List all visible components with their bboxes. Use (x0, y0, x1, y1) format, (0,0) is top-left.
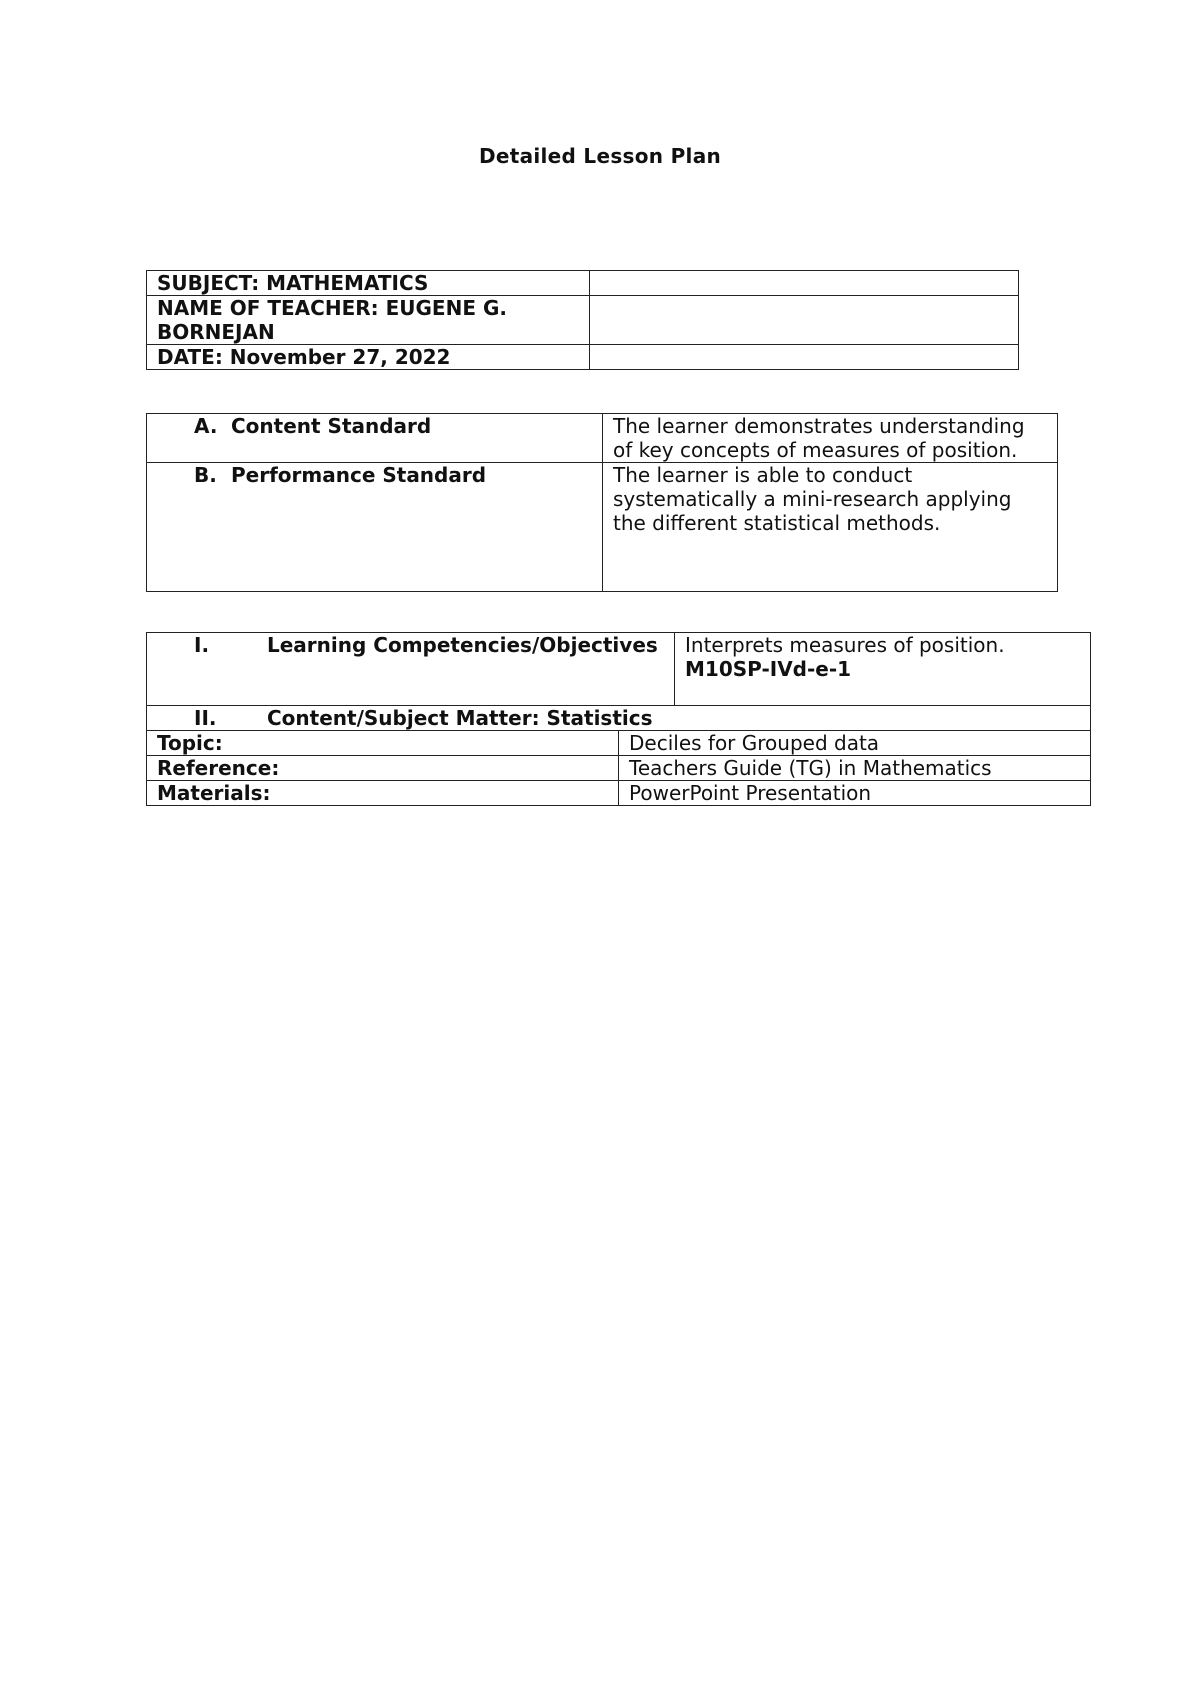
list-numeral: II. (194, 706, 217, 730)
materials-label: Materials: (147, 781, 619, 806)
table-row (147, 731, 1091, 756)
objectives-table (146, 632, 1091, 806)
table-row (147, 756, 1091, 781)
list-letter: B. (194, 463, 217, 487)
competency-cell (675, 633, 1091, 706)
table-row (147, 781, 1091, 806)
info-table (146, 270, 1019, 370)
teacher-cell (147, 296, 590, 345)
empty-cell (590, 296, 1019, 345)
standards-table (146, 413, 1058, 592)
table-row (147, 345, 1019, 370)
date-cell: DATE: November 27, 2022 (147, 345, 590, 370)
content-standard-label: Content Standard (231, 414, 432, 438)
subject-cell: SUBJECT: MATHEMATICS (147, 271, 590, 296)
competency-label-cell (147, 633, 675, 706)
teacher-name-line2: BORNEJAN (157, 320, 275, 344)
competency-label: Learning Competencies/Objectives (267, 633, 658, 657)
table-row (147, 296, 1019, 345)
competency-text: Interprets measures of position. (685, 633, 1005, 657)
content-standard-text: The learner demonstrates understanding of key concepts of measures of position. (603, 414, 1058, 463)
page-title: Detailed Lesson Plan (478, 144, 722, 168)
table-row (147, 414, 1058, 463)
teacher-name-line1: NAME OF TEACHER: EUGENE G. (157, 296, 507, 320)
reference-label: Reference: (147, 756, 619, 781)
table-row (147, 463, 1058, 592)
table-row (147, 706, 1091, 731)
performance-standard-label: Performance Standard (231, 463, 487, 487)
table-row (147, 633, 1091, 706)
empty-cell (590, 271, 1019, 296)
competency-code: M10SP-IVd-e-1 (685, 657, 852, 681)
content-matter-label: Content/Subject Matter: Statistics (267, 706, 653, 730)
list-letter: A. (194, 414, 218, 438)
content-standard-label-cell (147, 414, 603, 463)
materials-value: PowerPoint Presentation (619, 781, 1091, 806)
topic-label: Topic: (147, 731, 619, 756)
performance-standard-label-cell (147, 463, 603, 592)
table-row (147, 271, 1019, 296)
list-numeral: I. (194, 633, 210, 657)
empty-cell (590, 345, 1019, 370)
content-matter-cell (147, 706, 1091, 731)
topic-value: Deciles for Grouped data (619, 731, 1091, 756)
performance-standard-text: The learner is able to conduct systematically a mini-research applying the different statistical methods. (603, 463, 1058, 592)
reference-value: Teachers Guide (TG) in Mathematics (619, 756, 1091, 781)
